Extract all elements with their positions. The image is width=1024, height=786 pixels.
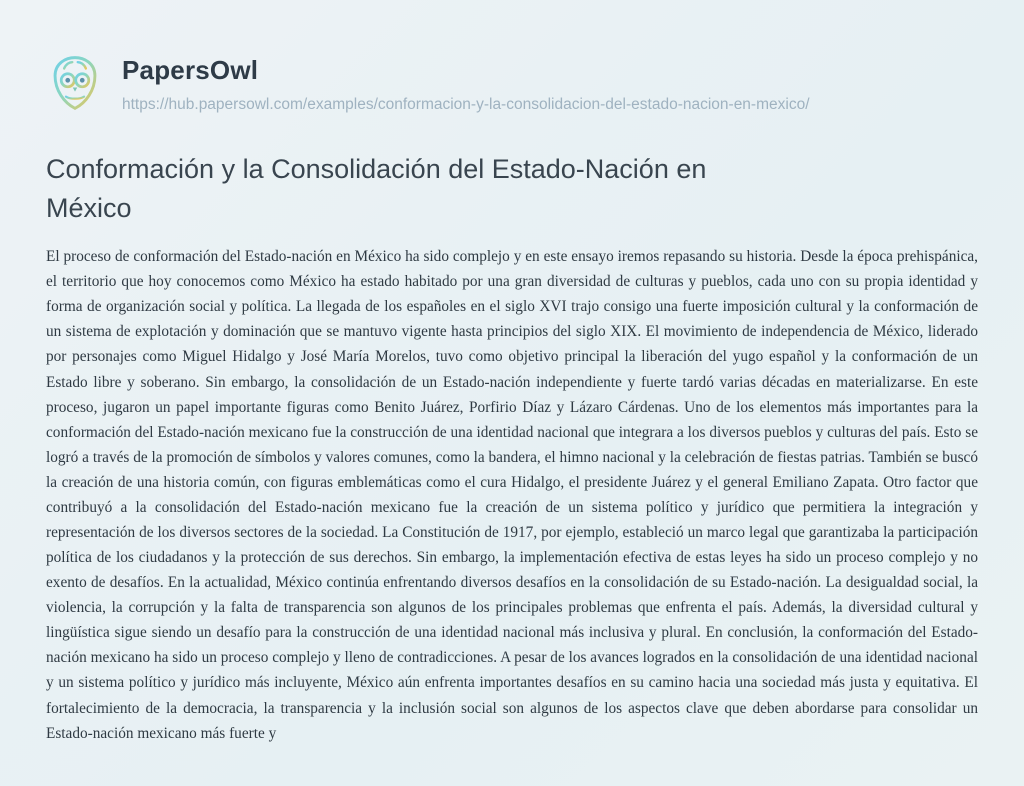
brand-name: PapersOwl [122, 55, 259, 85]
page-title: Conformación y la Consolidación del Estado-Nación en México [46, 153, 707, 223]
brand-block [122, 48, 810, 116]
owl-logo-icon [46, 54, 104, 112]
site-header [0, 0, 1024, 116]
document-body [46, 244, 978, 746]
source-url[interactable]: https://hub.papersowl.com/examples/conformacion-y-la-consolidacion-del-estado-nacion-en-mexico/ [122, 95, 810, 113]
body-paragraph: El proceso de conformación del Estado-nación en México ha sido complejo y en este ensayo iremos repasando su historia. Desde la época prehispánica, el territorio que hoy conocemos como México ha estado habitado por una gran diversidad de culturas y pueblos, cada uno con su propia identidad y forma de organización social y política. La llegada de los españoles en el siglo XVI trajo consigo una fuerte imposición cultural y la conformación de un sistema de explotación y dominación que se mantuvo vigente hasta principios del siglo XIX. El movimiento de independencia de México, liderado por personajes como Miguel Hidalgo y José María Morelos, tuvo como objetivo principal la liberación del yugo español y la conformación de un Estado libre y soberano. Sin embargo, la consolidación de un Estado-nación independiente y fuerte tardó varias décadas en materializarse. En este proceso, jugaron un papel importante figuras como Benito Juárez, Porfirio Díaz y Lázaro Cárdenas. Uno de los elementos más importantes para la conformación del Estado-nación mexicano fue la construcción de una identidad nacional que integrara a los diversos pueblos y culturas del país. Esto se logró a través de la promoción de símbolos y valores comunes, como la bandera, el himno nacional y la celebración de fiestas patrias. También se buscó la creación de una historia común, con figuras emblemáticas como el cura Hidalgo, el presidente Juárez y el general Emiliano Zapata. Otro factor que contribuyó a la consolidación del Estado-nación mexicano fue la creación de un sistema político y jurídico que permitiera la integración y representación de los diversos sectores de la sociedad. La Constitución de 1917, por ejemplo, estableció un marco legal que garantizaba la participación política de los ciudadanos y la protección de sus derechos. Sin embargo, la implementación efectiva de estas leyes ha sido un proceso complejo y no exento de desafíos. En la actualidad, México continúa enfrentando diversos desafíos en la consolidación de su Estado-nación. La desigualdad social, la violencia, la corrupción y la falta de transparencia son algunos de los principales problemas que enfrenta el país. Además, la diversidad cultural y lingüística sigue siendo un desafío para la construcción de una identidad nacional más inclusiva y plural. En conclusión, la conformación del Estado-nación mexicano ha sido un proceso complejo y lleno de contradicciones. A pesar de los avances logrados en la consolidación de una identidad nacional y un sistema político y jurídico más incluyente, México aún enfrenta importantes desafíos en su camino hacia una sociedad más justa y equitativa. El fortalecimiento de la democracia, la transparencia y la inclusión social son algunos de los aspectos clave que deben abordarse para consolidar un Estado-nación mexicano más fuerte y [46, 248, 978, 742]
